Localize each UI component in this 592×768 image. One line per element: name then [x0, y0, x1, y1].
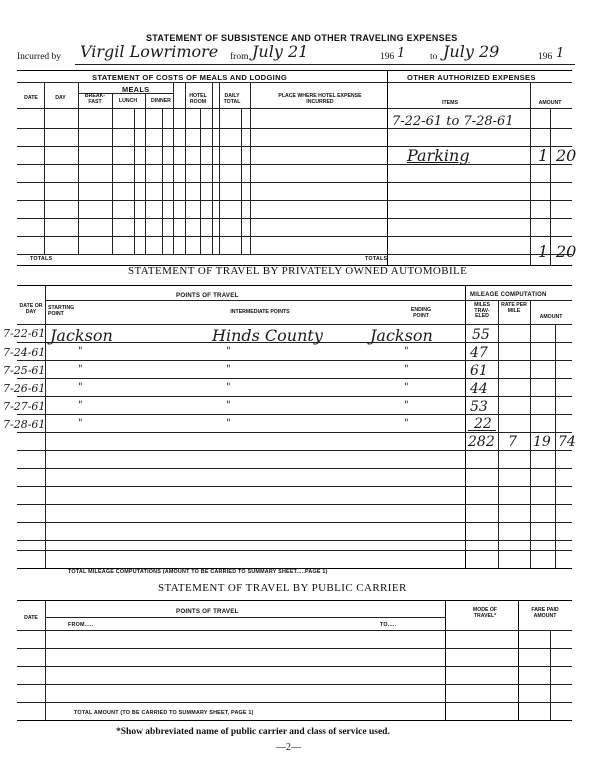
- col-lunch: LUNCH: [118, 98, 138, 104]
- year-printed-1: 196: [380, 52, 395, 62]
- total-miles: 282: [468, 434, 495, 450]
- from-date: July 21: [252, 42, 309, 61]
- rate-per-mile: 7: [508, 434, 517, 450]
- traveler-name: Virgil Lowrimore: [80, 42, 219, 61]
- trip-date: 7-24-61: [3, 346, 46, 359]
- trip-miles: 47: [470, 345, 488, 361]
- other-expenses-title: OTHER AUTHORIZED EXPENSES: [407, 73, 536, 82]
- other-totals-label: TOTALS: [365, 256, 388, 262]
- trip-end: ": [404, 364, 409, 375]
- mileage-computation-label: MILEAGE COMPUTATION: [470, 292, 547, 298]
- year-printed-2: 196: [538, 52, 553, 62]
- col-place: PLACE WHERE HOTEL EXPENSE INCURRED: [278, 93, 362, 105]
- year-suffix-2: 1: [556, 46, 565, 61]
- trip-start: ": [78, 400, 83, 411]
- trip-date: 7-27-61: [3, 400, 46, 413]
- trip-start: ": [78, 364, 83, 375]
- mileage-amount-dollars: 19: [533, 434, 551, 450]
- auto-col-miles: MILES TRAV-ELED: [474, 302, 490, 320]
- public-points-of-travel: POINTS OF TRAVEL: [176, 608, 239, 615]
- other-expense-dollars: 1: [538, 146, 549, 165]
- public-footer: TOTAL AMOUNT (TO BE CARRIED TO SUMMARY SHEET, PAGE 1): [74, 710, 254, 716]
- other-total-cents: 20: [556, 242, 577, 261]
- public-section-title: STATEMENT OF TRAVEL BY PUBLIC CARRIER: [158, 582, 407, 594]
- col-hotel-room: HOTEL ROOM: [189, 93, 207, 105]
- auto-col-start: STARTING POINT: [48, 305, 75, 317]
- trip-miles: 61: [470, 363, 488, 379]
- trip-intermediate: ": [226, 346, 231, 357]
- public-to-label: TO.....: [380, 622, 397, 628]
- trip-date: 7-25-61: [3, 364, 46, 377]
- other-expense-item: 7-22-61 to 7-28-61: [392, 114, 514, 129]
- col-daily-total: DAILY TOTAL: [223, 93, 241, 105]
- auto-col-intermediate: INTERMEDIATE POINTS: [230, 309, 290, 315]
- trip-start: ": [78, 346, 83, 357]
- trip-start: Jackson: [50, 326, 113, 345]
- incurred-by-label: Incurred by: [17, 52, 62, 62]
- meals-label: MEALS: [122, 85, 150, 94]
- trip-date: 7-26-61: [3, 382, 46, 395]
- public-col-mode: MODE OF TRAVEL*: [472, 607, 498, 619]
- trip-miles: 22: [474, 416, 492, 432]
- trip-start: ": [78, 382, 83, 393]
- from-label: from: [230, 52, 249, 62]
- auto-col-end: ENDING POINT: [410, 307, 432, 319]
- trip-end: ": [404, 346, 409, 357]
- trip-end: Jackson: [370, 326, 433, 345]
- col-date: DATE: [24, 95, 38, 101]
- to-label: to: [430, 52, 438, 62]
- auto-footer: TOTAL MILEAGE COMPUTATIONS (AMOUNT TO BE CARRIED TO SUMMARY SHEET.....PAGE 1): [68, 569, 328, 575]
- trip-intermediate: ": [226, 364, 231, 375]
- col-items: ITEMS: [442, 100, 458, 106]
- other-expense-item: Parking: [407, 146, 470, 165]
- mileage-amount-cents: 74: [558, 434, 576, 450]
- auto-points-of-travel: POINTS OF TRAVEL: [176, 292, 239, 299]
- form-title: STATEMENT OF SUBSISTENCE AND OTHER TRAVELING EXPENSES: [146, 33, 458, 43]
- trip-end: ": [404, 382, 409, 393]
- trip-miles: 53: [470, 399, 488, 415]
- col-amount: AMOUNT: [538, 100, 562, 106]
- to-date: July 29: [443, 42, 500, 61]
- trip-date: 7-28-61: [3, 418, 46, 431]
- trip-intermediate: ": [226, 400, 231, 411]
- auto-section-title: STATEMENT OF TRAVEL BY PRIVATELY OWNED AUTOMOBILE: [128, 265, 468, 277]
- auto-col-rate: RATE PER MILE: [501, 302, 527, 314]
- other-total-dollars: 1: [538, 242, 549, 261]
- table1-top: [17, 70, 572, 71]
- trip-intermediate: ": [226, 382, 231, 393]
- trip-miles: 55: [472, 327, 490, 343]
- public-from-label: FROM.....: [68, 622, 94, 628]
- meals-totals-label: TOTALS: [30, 256, 53, 262]
- trip-date: 7-22-61: [3, 327, 46, 340]
- trip-end: ": [404, 418, 409, 429]
- incurred-by-underline: [75, 64, 575, 65]
- auto-col-date: DATE OR DAY: [19, 303, 43, 315]
- auto-col-amount: AMOUNT: [539, 314, 563, 320]
- trip-intermediate: ": [226, 418, 231, 429]
- col-breakfast: BREAK-FAST: [84, 93, 106, 105]
- col-dinner: DINNER: [151, 98, 171, 104]
- year-suffix-1: 1: [397, 46, 406, 61]
- public-col-fare: FARE PAID AMOUNT: [531, 607, 559, 619]
- footnote: *Show abbreviated name of public carrier and class of service used.: [116, 727, 390, 737]
- trip-intermediate: Hinds County: [212, 326, 323, 345]
- col-day: DAY: [55, 95, 66, 101]
- trip-end: ": [404, 400, 409, 411]
- trip-miles: 44: [470, 381, 488, 397]
- public-col-date: DATE: [24, 615, 38, 621]
- other-expense-cents: 20: [556, 146, 577, 165]
- meals-section-title: STATEMENT OF COSTS OF MEALS AND LODGING: [92, 73, 288, 82]
- page-number: —2—: [276, 742, 301, 753]
- trip-start: ": [78, 418, 83, 429]
